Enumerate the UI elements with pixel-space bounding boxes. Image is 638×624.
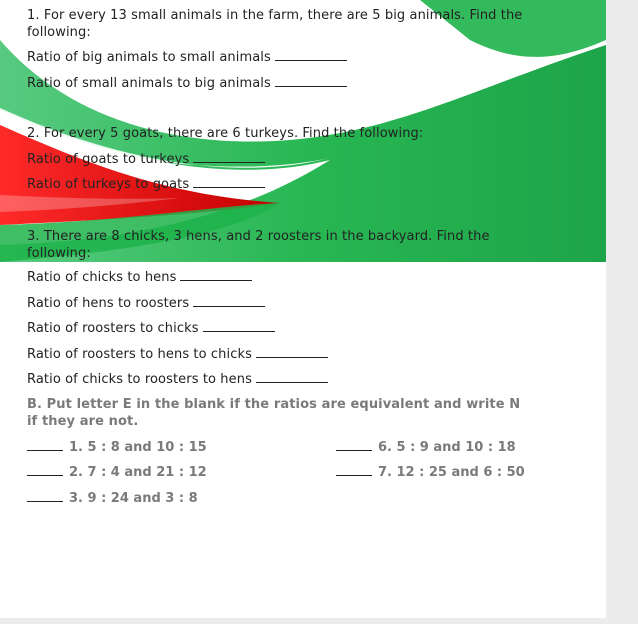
item-label: Ratio of roosters to chicks xyxy=(27,321,199,336)
answer-blank[interactable] xyxy=(27,490,63,502)
item-label: Ratio of turkeys to goats xyxy=(27,177,190,192)
answer-blank[interactable] xyxy=(275,75,347,87)
equivalence-item-1 xyxy=(27,439,207,456)
answer-blank[interactable] xyxy=(275,49,347,61)
item-label: 7. 12 : 25 and 6 : 50 xyxy=(378,465,525,480)
question-3-item-2 xyxy=(27,295,265,312)
item-label: 1. 5 : 8 and 10 : 15 xyxy=(69,440,207,455)
equivalence-item-3 xyxy=(27,490,198,507)
question-1-item-2 xyxy=(27,75,347,92)
question-1-item-1 xyxy=(27,49,347,66)
question-3-item-4 xyxy=(27,346,328,363)
item-label: Ratio of big animals to small animals xyxy=(27,50,271,65)
item-label: Ratio of chicks to hens xyxy=(27,270,177,285)
item-label: 3. 9 : 24 and 3 : 8 xyxy=(69,491,198,506)
answer-blank[interactable] xyxy=(336,464,372,476)
equivalence-item-7 xyxy=(336,464,525,481)
answer-blank[interactable] xyxy=(27,439,63,451)
item-label: Ratio of chicks to roosters to hens xyxy=(27,372,252,387)
question-3-item-3 xyxy=(27,320,275,337)
answer-blank[interactable] xyxy=(256,371,328,383)
question-2-item-2 xyxy=(27,176,265,193)
item-label: Ratio of hens to roosters xyxy=(27,296,190,311)
item-label: 2. 7 : 4 and 21 : 12 xyxy=(69,465,207,480)
answer-blank[interactable] xyxy=(180,269,252,281)
equivalence-item-2 xyxy=(27,464,207,481)
answer-blank[interactable] xyxy=(193,176,265,188)
item-label: Ratio of goats to turkeys xyxy=(27,152,190,167)
answer-blank[interactable] xyxy=(193,151,265,163)
question-1-prompt: 1. For every 13 small animals in the farm, there are 5 big animals. Find the following: xyxy=(27,8,523,40)
equivalence-item-6 xyxy=(336,439,516,456)
answer-blank[interactable] xyxy=(256,346,328,358)
item-label: 6. 5 : 9 and 10 : 18 xyxy=(378,440,516,455)
question-2-prompt: 2. For every 5 goats, there are 6 turkeys. Find the following: xyxy=(27,126,424,141)
answer-blank[interactable] xyxy=(193,295,265,307)
answer-blank[interactable] xyxy=(203,320,275,332)
question-3-prompt: 3. There are 8 chicks, 3 hens, and 2 roosters in the backyard. Find the following: xyxy=(27,229,490,261)
question-2-item-1 xyxy=(27,151,265,168)
answer-blank[interactable] xyxy=(27,464,63,476)
answer-blank[interactable] xyxy=(336,439,372,451)
section-b-instruction: B. Put letter E in the blank if the ratios are equivalent and write N if they are not. xyxy=(27,397,521,429)
item-label: Ratio of small animals to big animals xyxy=(27,76,271,91)
item-label: Ratio of roosters to hens to chicks xyxy=(27,347,252,362)
question-3-item-1 xyxy=(27,269,252,286)
question-3-item-5 xyxy=(27,371,328,388)
